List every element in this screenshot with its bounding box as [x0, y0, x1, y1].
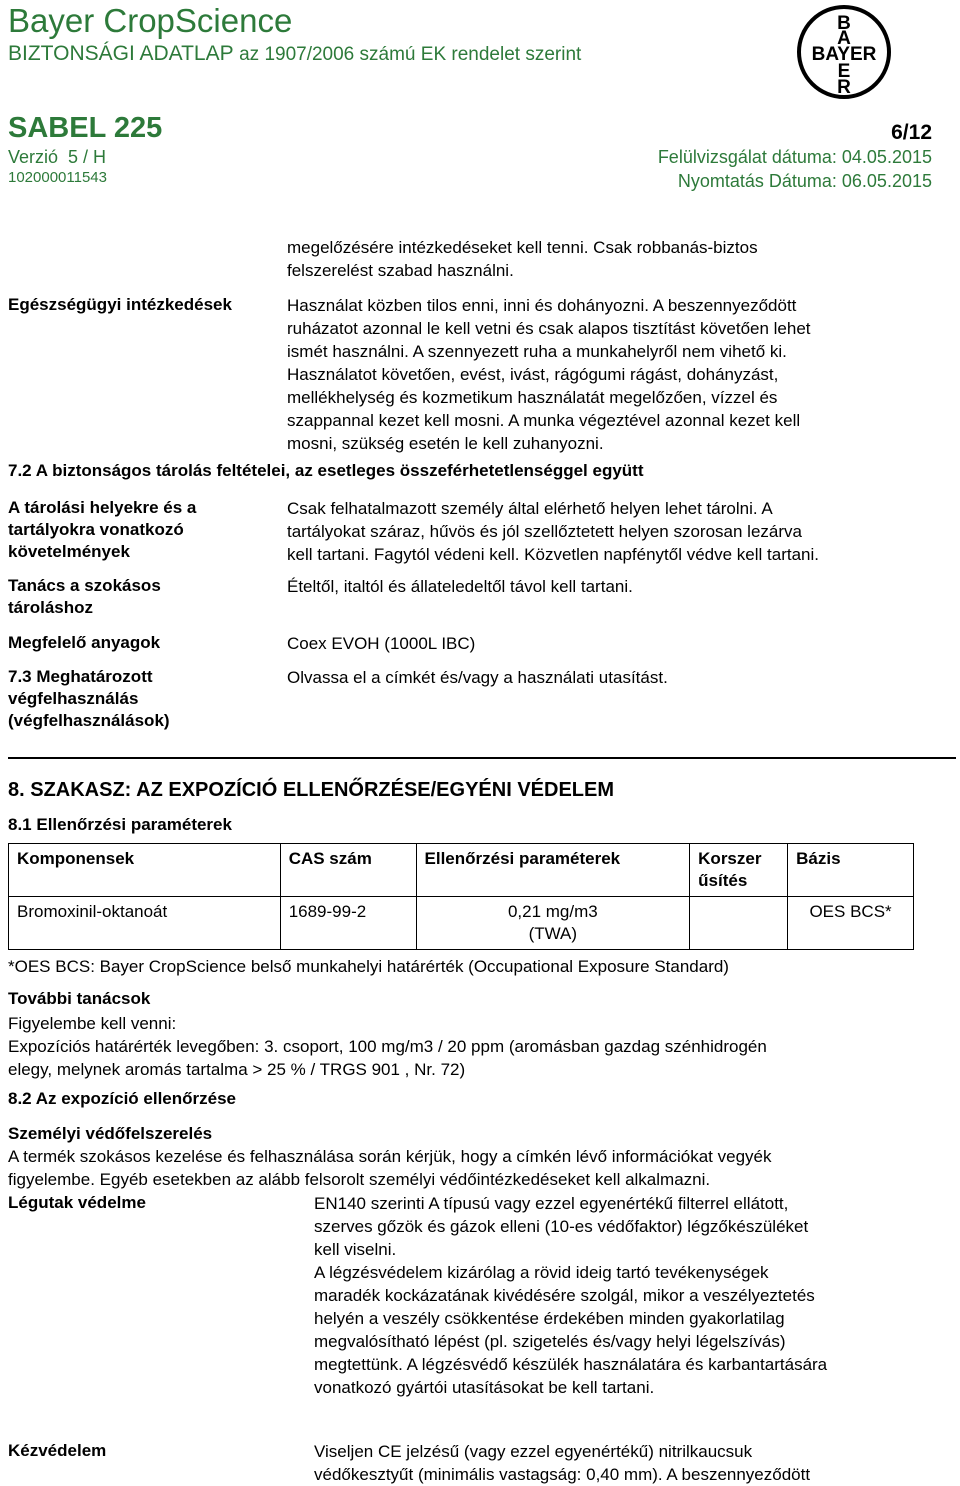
control-parameters-table: [8, 843, 914, 950]
logo-text: BAYER: [811, 44, 877, 65]
respiratory-protection-text: [314, 1192, 827, 1399]
cell-cas: 1689-99-2: [280, 897, 416, 950]
version-label: Verzió: [8, 147, 59, 167]
svg-text:A: A: [837, 28, 851, 49]
label-line: tartályokra vonatkozó: [8, 520, 184, 539]
hand-protection-text: [314, 1440, 810, 1486]
label-line: (végfelhasználások): [8, 711, 170, 730]
text-line: felszerelést szabad használni.: [287, 261, 514, 280]
print-date: Nyomtatás Dátuma: 06.05.2015: [677, 171, 932, 191]
end-use-text: Olvassa el a címkét és/vagy a használati utasítást.: [287, 668, 668, 687]
brand-name: Bayer CropScience: [8, 2, 293, 39]
text-line: maradék kockázatának kivédésére szolgál, mikor a veszélyeztetés: [314, 1286, 815, 1305]
text-line: megtettünk. A légzésvédő készülék használatára és karbantartására: [314, 1355, 828, 1374]
exposure-controls-heading: 8.2 Az expozíció ellenőrzése: [8, 1089, 237, 1108]
text-line: mellékhelység és kozmetikum használatát megelőzően, vízzel és: [287, 388, 778, 407]
respiratory-protection-label: Légutak védelme: [8, 1193, 146, 1212]
text-line: Csak felhatalmazott személy által elérhető helyen lehet tárolni. A: [287, 499, 773, 518]
storage-heading: 7.2 A biztonságos tárolás feltételei, az esetleges összeférhetetlenséggel együtt: [8, 461, 644, 480]
document-type-label: BIZTONSÁGI ADATLAP: [8, 42, 234, 65]
text-line: vonatkozó gyártói utasításokat be kell tartani.: [314, 1378, 655, 1397]
section-divider: [8, 757, 956, 759]
ppe-heading: Személyi védőfelszerelés: [8, 1124, 213, 1143]
further-advice-heading: További tanácsok: [8, 989, 151, 1008]
text-line: EN140 szerinti A típusú vagy ezzel egyenértékű filterrel ellátott,: [314, 1194, 789, 1213]
text-line: Használatot követően, evést, ivást, rágógumi rágást, dohányzást,: [287, 365, 779, 384]
further-advice-text: [8, 1012, 767, 1081]
suitable-materials-text: Coex EVOH (1000L IBC): [287, 634, 476, 653]
hygiene-label: Egészségügyi intézkedések: [8, 295, 232, 314]
text-line: Viseljen CE jelzésű (vagy ezzel egyenértékű) nitrilkaucsuk: [314, 1442, 753, 1461]
section8-title: 8. SZAKASZ: AZ EXPOZÍCIÓ ELLENŐRZÉSE/EGYÉNI VÉDELEM: [8, 779, 614, 801]
storage-requirements-text: [287, 497, 819, 566]
cell-update: [690, 897, 788, 950]
page-number: 6/12: [891, 121, 932, 144]
table-row: [9, 897, 914, 950]
text-line: ismét használni. A szennyezett ruha a munkahelyről nem vihető ki.: [287, 342, 787, 361]
param-value: 0,21 mg/m3: [507, 902, 598, 921]
text-line: Figyelembe kell venni:: [8, 1014, 177, 1033]
col-header-parameters: Ellenőrzési paraméterek: [416, 844, 690, 897]
col-header-basis: Bázis: [788, 844, 914, 897]
col-header-component: Komponensek: [9, 844, 281, 897]
cell-basis: OES BCS*: [788, 897, 914, 950]
text-line: megvalósítható lépést (pl. szigetelés és/vagy helyi légelszívás): [314, 1332, 786, 1351]
control-parameters-heading: 8.1 Ellenőrzési paraméterek: [8, 815, 232, 834]
label-line: Tanács a szokásos: [8, 576, 161, 595]
hygiene-text: [287, 294, 811, 455]
text-line: kell viselni.: [314, 1240, 397, 1259]
version-value: 5 / H: [68, 147, 107, 167]
text-line: mosni, szükség esetén le kell zuhanyozni.: [287, 434, 604, 453]
label-line: tároláshoz: [8, 598, 94, 617]
text-line: A légzésvédelem kizárólag a rövid ideig tartó tevékenységek: [314, 1263, 769, 1282]
col-header-cas: CAS szám: [280, 844, 416, 897]
regulation-label: az 1907/2006 számú EK rendelet szerint: [239, 44, 582, 65]
label-line: 7.3 Meghatározott: [8, 667, 153, 686]
label-line: követelmények: [8, 542, 130, 561]
text-line: ruházatot azonnal le kell vetni és csak alapos tisztítást követően lehet: [287, 319, 811, 338]
product-name: SABEL 225: [8, 112, 163, 144]
text-line: szerves gőzök és gázok elleni (10-es védőfaktor) légzőkészüléket: [314, 1217, 809, 1236]
text-line: szappannal kezet kell mosni. A munka végeztével azonnal kezet kell: [287, 411, 801, 430]
storage-advice-text: Ételtől, italtól és állateledeltől távol kell tartani.: [287, 577, 633, 596]
ppe-text: [8, 1145, 771, 1191]
text-line: helyén a veszély csökkentése érdekében minden gyakorlatilag: [314, 1309, 785, 1328]
document-type: [8, 42, 581, 66]
storage-requirements-label: [8, 497, 196, 563]
oes-footnote: *OES BCS: Bayer CropScience belső munkahelyi határérték (Occupational Exposure Standard): [8, 957, 729, 976]
end-use-label: [8, 666, 170, 732]
suitable-materials-label: Megfelelő anyagok: [8, 633, 161, 652]
handling-continuation: [287, 236, 758, 282]
text-line: Használat közben tilos enni, inni és dohányozni. A beszennyeződött: [287, 296, 797, 315]
revision-date: Felülvizsgálat dátuma: 04.05.2015: [657, 147, 932, 167]
text-line: elegy, melynek aromás tartalma > 25 % / TRGS 901 , Nr. 72): [8, 1060, 466, 1079]
cell-component: Bromoxinil-oktanoát: [9, 897, 281, 950]
text-line: A termék szokásos kezelése és felhasználása során kérjük, hogy a címkén lévő információkat vegyék: [8, 1147, 772, 1166]
cell-parameters: [416, 897, 690, 950]
col-header-update: [690, 844, 788, 897]
svg-text:E: E: [837, 61, 851, 82]
table-header-row: [9, 844, 914, 897]
text-line: megelőzésére intézkedéseket kell tenni. Csak robbanás-biztos: [287, 238, 758, 257]
svg-text:B: B: [837, 13, 851, 34]
text-line: figyelembe. Egyéb esetekben az alább felsorolt személyi védőintézkedéseket kell alkalmazni.: [8, 1170, 711, 1189]
text-line: védőkesztyűt (minimális vastagság: 0,40 mm). A beszennyeződött: [314, 1465, 811, 1484]
hand-protection-label: Kézvédelem: [8, 1441, 107, 1460]
header-line: űsítés: [698, 871, 748, 890]
bayer-cross-logo: [794, 4, 894, 100]
param-unit: (TWA): [528, 924, 578, 943]
storage-advice-label: [8, 575, 161, 619]
label-line: végfelhasználás: [8, 689, 139, 708]
text-line: kell tartani. Fagytól védeni kell. Közvetlen napfénytől védve kell tartani.: [287, 545, 820, 564]
header-line: Korszer: [698, 849, 762, 868]
text-line: Expozíciós határérték levegőben: 3. csoport, 100 mg/m3 / 20 ppm (aromásban gazdag szénhidrogén: [8, 1037, 767, 1056]
version: [8, 147, 106, 168]
text-line: tartályokat száraz, hűvös és jól szellőztetett helyen szorosan lezárva: [287, 522, 802, 541]
document-number: 102000011543: [8, 169, 107, 186]
svg-text:R: R: [837, 77, 851, 98]
label-line: A tárolási helyekre és a: [8, 498, 197, 517]
